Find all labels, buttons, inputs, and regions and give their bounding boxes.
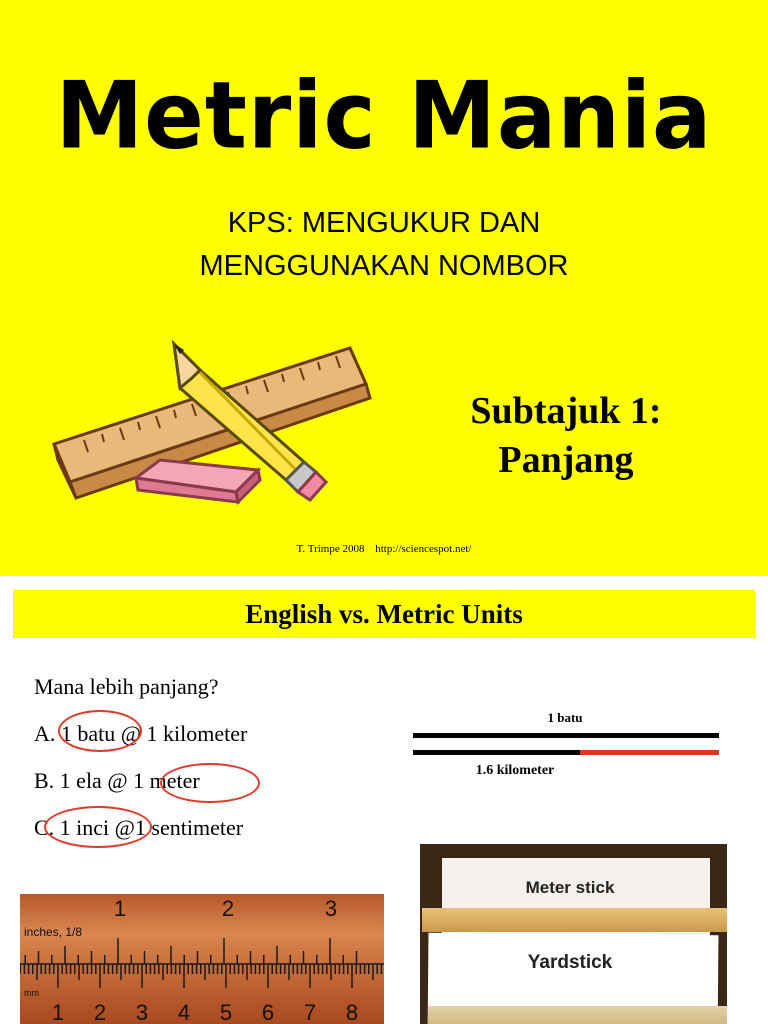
ruler-pencil-clipart	[40, 336, 380, 506]
inch-number-3: 3	[324, 896, 338, 921]
question-text: Mana lebih panjang?	[34, 674, 219, 699]
answer-circle-b	[160, 763, 260, 803]
cm-number-1: 1	[51, 1000, 65, 1024]
cm-number-8: 8	[345, 1000, 359, 1024]
cm-number-7: 7	[303, 1000, 317, 1024]
ruler-photo	[20, 894, 384, 1024]
cm-number-2: 2	[93, 1000, 107, 1024]
option-b: B. 1 ela @ 1 meter	[34, 768, 200, 793]
inch-scale-label: inches, 1/8	[24, 925, 83, 939]
batu-line-label: 1 batu	[547, 710, 583, 725]
subtitle-line-1: KPS: MENGUKUR DAN	[227, 207, 541, 239]
slide-title: Metric Mania	[55, 61, 713, 170]
topic-line-2: Panjang	[498, 439, 634, 481]
meter-stick-image	[422, 908, 727, 932]
topic-line-1: Subtajuk 1:	[470, 390, 662, 432]
inch-number-2: 2	[221, 896, 235, 921]
answer-circle-a	[58, 710, 142, 752]
inch-number-1: 1	[113, 896, 127, 921]
cm-number-3: 3	[135, 1000, 149, 1024]
meter-stick-label: Meter stick	[525, 878, 615, 897]
slide-heading: English vs. Metric Units	[13, 590, 755, 638]
option-c: C. 1 inci @1 sentimeter	[34, 815, 244, 840]
credit-author: T. Trimpe 2008	[296, 543, 365, 555]
batu-line	[413, 733, 719, 738]
mm-scale-label: mm	[24, 988, 39, 998]
answer-circle-c	[44, 806, 152, 848]
kilometer-line-red	[580, 750, 719, 755]
kilometer-line-black	[413, 750, 580, 755]
cm-number-5: 5	[219, 1000, 233, 1024]
credit-url: http://sciencespot.net/	[375, 543, 472, 555]
yardstick-image	[428, 1006, 727, 1024]
credit-line	[0, 543, 768, 555]
ruler-markings	[20, 894, 384, 1024]
units-slide	[0, 576, 768, 1024]
kilometer-line-label: 1.6 kilometer	[475, 763, 555, 778]
option-a: A. 1 batu @ 1 kilometer	[34, 721, 248, 746]
cm-number-4: 4	[177, 1000, 191, 1024]
subtitle-line-2: MENGGUNAKAN NOMBOR	[199, 250, 569, 282]
yardstick-label: Yardstick	[527, 952, 613, 973]
eraser-clipart	[136, 460, 260, 502]
cm-number-6: 6	[261, 1000, 275, 1024]
